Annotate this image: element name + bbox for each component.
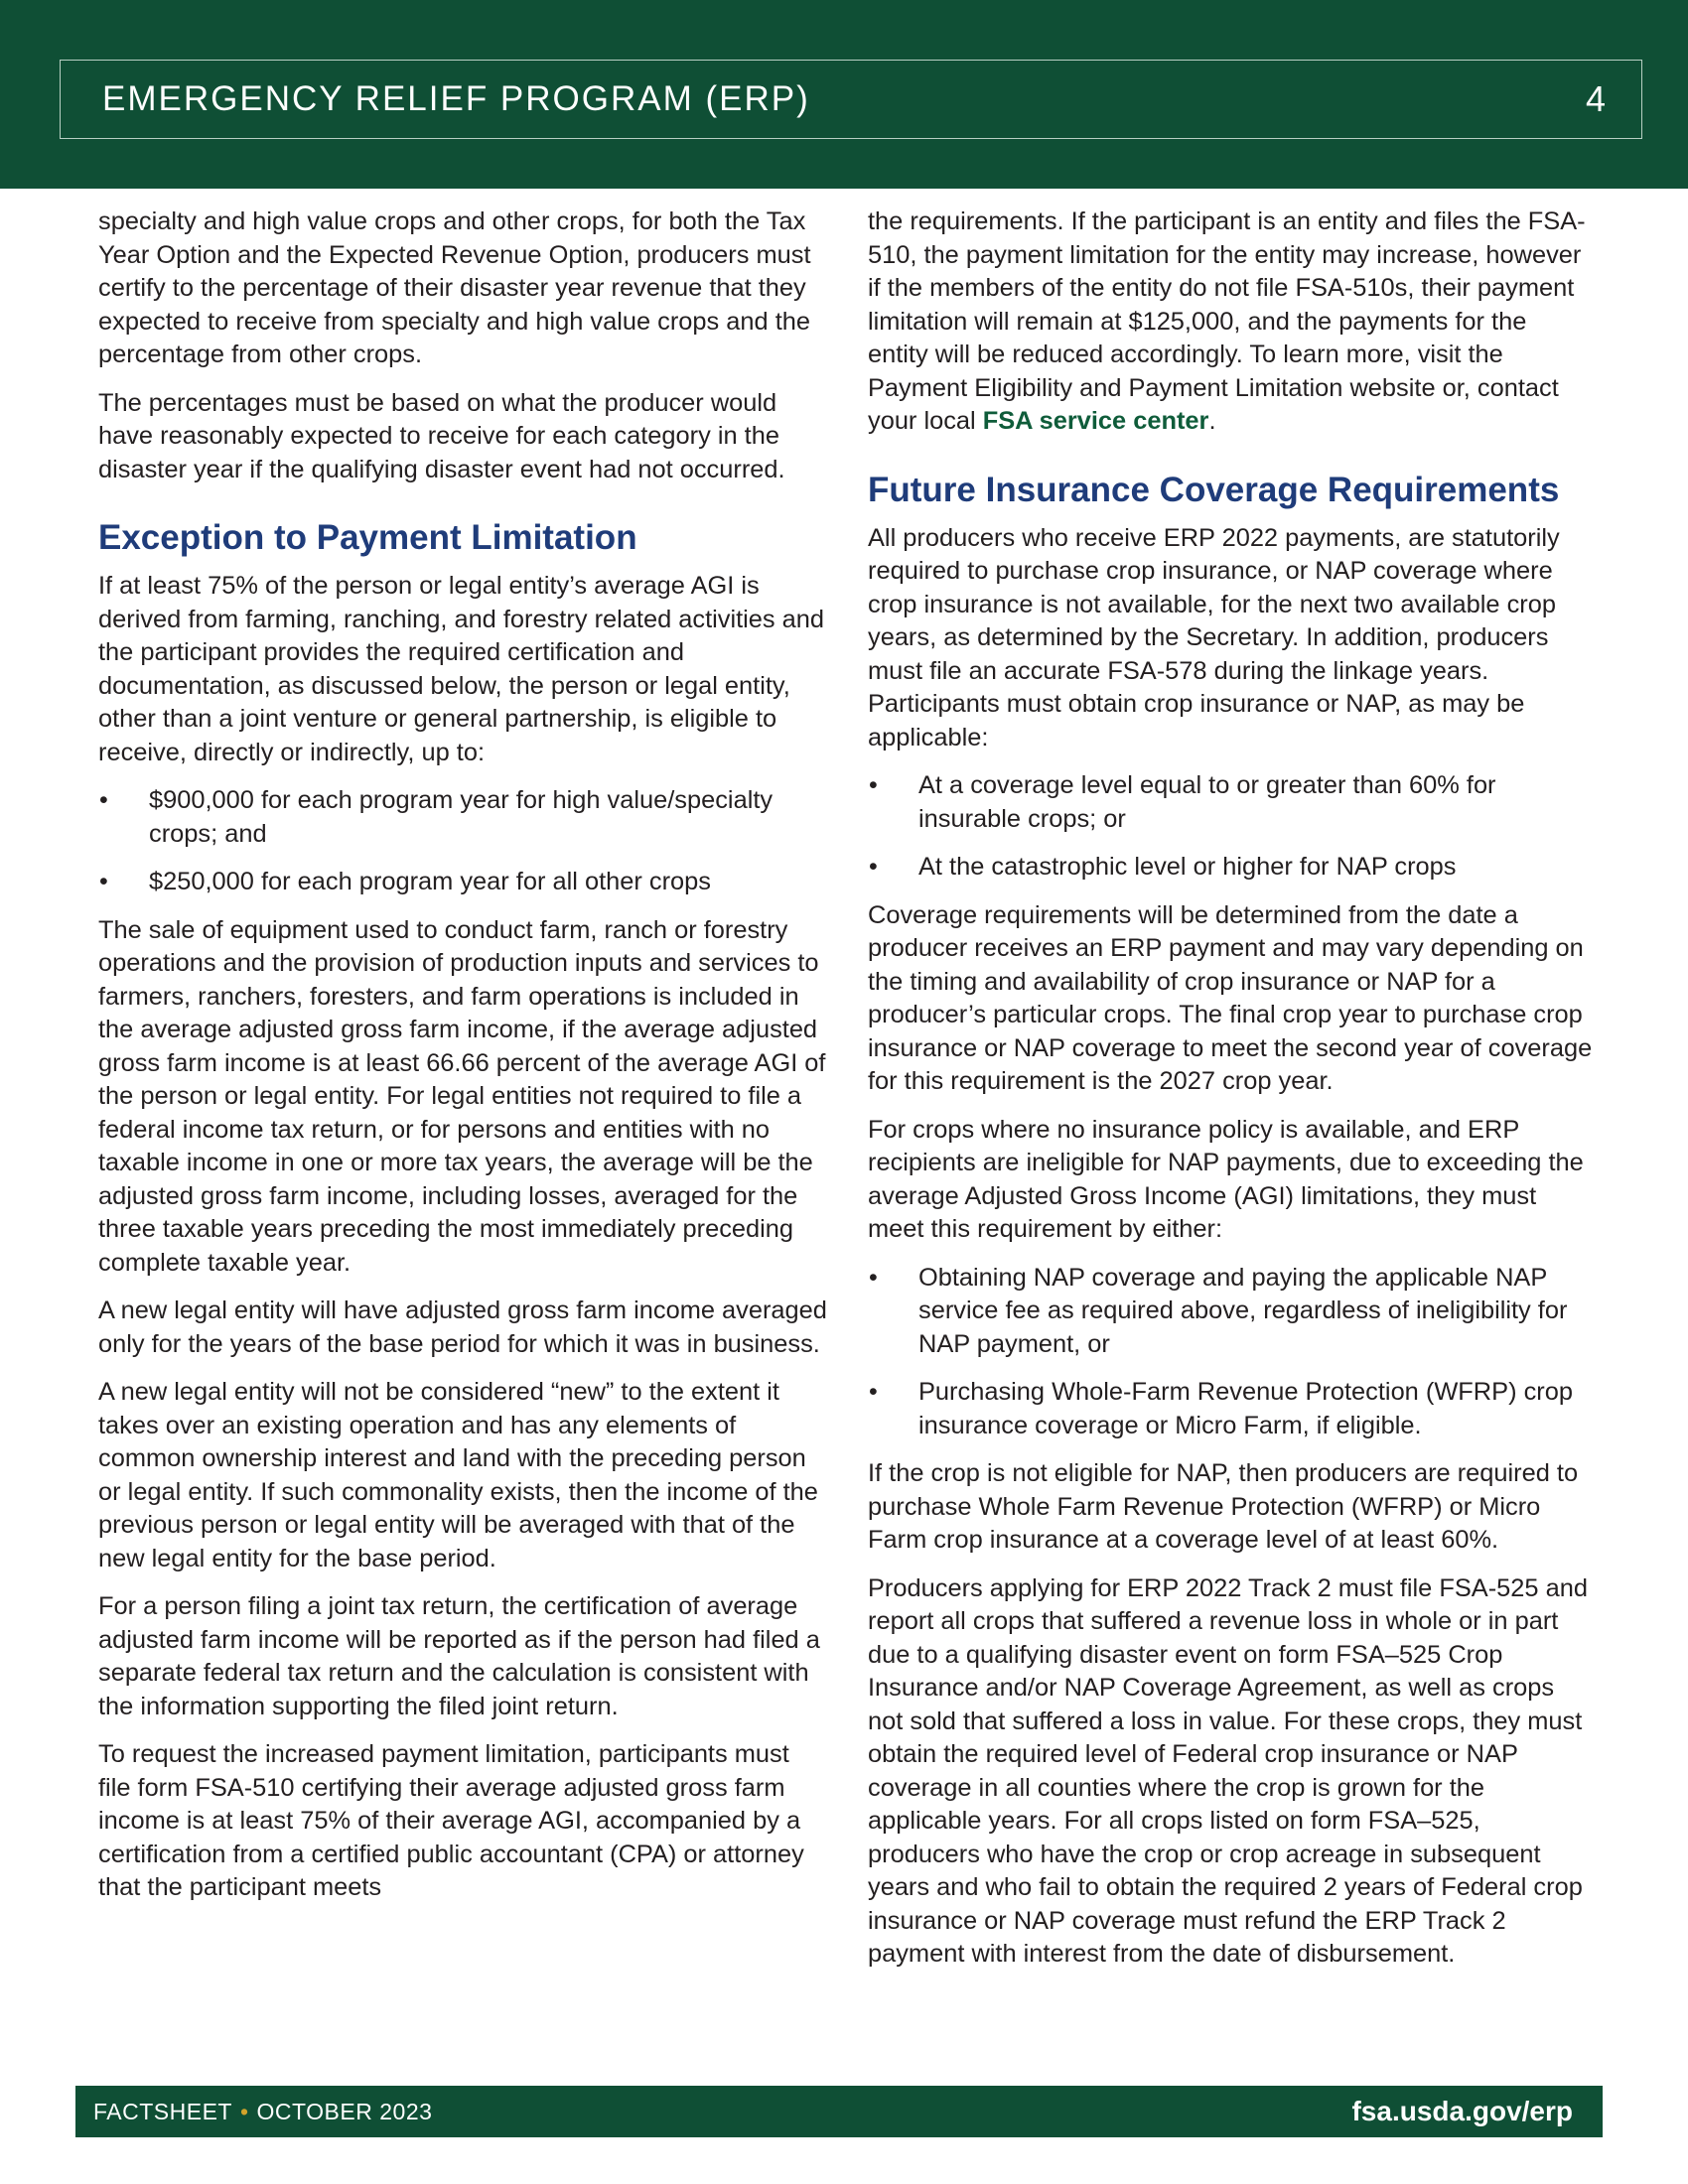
bullet-icon: • — [869, 853, 878, 881]
footer-factsheet: FACTSHEET — [93, 2098, 232, 2124]
paragraph: Producers applying for ERP 2022 Track 2 must file FSA-525 and report all crops that suffered a revenue loss in whole or in part due to a qualifying disaster event on form FSA–525 Crop Insurance and/or NAP Coverage Agreement, as well as crops not sold that suffered a loss in value. For these crops, they must obtain the required level of Federal crop insurance or NAP coverage in all counties where the crop is grown for the applicable years. For all crops listed on form FSA–525, producers who have the crop or crop acreage in subsequent years and who fail to obtain the required 2 years of Federal crop insurance or NAP coverage must refund the ERP Track 2 payment with interest from the date of disbursement. — [868, 1573, 1588, 1968]
paragraph: The sale of equipment used to conduct farm, ranch or forestry operations and the provision of production inputs and services to farmers, ranchers, foresters, and farm operations is included in the average adjusted gross farm income, if the average adjusted gross farm income is at least 66.66 percent of the average AGI of the person or legal entity. For legal entities not required to file a federal income tax return, or for persons and entities with no taxable income in one or more tax years, the average will be the adjusted gross farm income, including losses, averaged for the three taxable years preceding the most immediately preceding complete taxable year. — [98, 915, 826, 1277]
bullet-list — [868, 1262, 1593, 1443]
page-number: 4 — [1585, 78, 1606, 119]
paragraph-text: the requirements. If the participant is an entity and files the FSA-510, the payment limitation for the entity may increase, however if the members of the entity do not file FSA-510s, their payment limitation will remain at $125,000, and the payments for the entity will be reduced accordingly. To learn more, visit the Payment Eligibility and Payment Limitation website or, contact your local — [868, 207, 1586, 435]
bullet-icon: • — [99, 868, 108, 895]
paragraph: To request the increased payment limitation, participants must file form FSA-510 certifying their average adjusted gross farm income is at least 75% of their average AGI, accompanied by a certification from a certified public accountant (CPA) or attorney that the participant meets — [98, 1740, 804, 1901]
list-item-text: $900,000 for each program year for high value/specialty crops; and — [149, 786, 774, 848]
paragraph: specialty and high value crops and other crops, for both the Tax Year Option and the Expected Revenue Option, producers must certify to the percentage of their disaster year revenue that they expected to receive from specialty and high value crops and the percentage from other crops. — [98, 207, 811, 368]
right-column — [868, 205, 1593, 1986]
bullet-list — [98, 784, 828, 899]
bullet-icon: • — [99, 786, 108, 814]
bullet-icon: • — [869, 1263, 878, 1292]
list-item — [868, 851, 1593, 885]
list-item — [98, 784, 828, 851]
header-box — [60, 60, 1642, 139]
paragraph: All producers who receive ERP 2022 payments, are statutorily required to purchase crop insurance, or NAP coverage where crop insurance is not available, for the next two available crop years, as determined by the Secretary. In addition, producers must file an accurate FSA-578 during the linkage years. Participants must obtain crop insurance or NAP, as may be applicable: — [868, 523, 1560, 751]
section-heading-exception: Exception to Payment Limitation — [98, 518, 637, 557]
paragraph: The percentages must be based on what the producer would have reasonably expected to receive for each category in the disaster year if the qualifying disaster event had not occurred. — [98, 388, 785, 483]
paragraph: Coverage requirements will be determined from the date a producer receives an ERP payment and may vary depending on the timing and availability of crop insurance or NAP for a producer’s particular crops. The final crop year to purchase crop insurance or NAP coverage to meet the second year of coverage for this requirement is the 2027 crop year. — [868, 900, 1593, 1095]
paragraph: A new legal entity will have adjusted gross farm income averaged only for the years of the base period for which it was in business. — [98, 1297, 827, 1358]
document-title: EMERGENCY RELIEF PROGRAM (ERP) — [102, 79, 810, 118]
list-item — [98, 866, 828, 899]
left-column — [98, 205, 828, 1920]
header-band — [0, 0, 1688, 189]
list-item — [868, 769, 1593, 836]
paragraph-end: . — [1208, 407, 1216, 435]
footer-label — [93, 2099, 432, 2125]
list-item-text: At a coverage level equal to or greater than 60% for insurable crops; or — [918, 771, 1496, 833]
paragraph: For crops where no insurance policy is available, and ERP recipients are ineligible for NAP payments, due to exceeding the average Adjusted Gross Income (AGI) limitations, they must meet this requirement by either: — [868, 1115, 1584, 1243]
paragraph: If the crop is not eligible for NAP, then producers are required to purchase Whole Farm Revenue Protection (WFRP) or Micro Farm crop insurance at a coverage level of at least 60%. — [868, 1459, 1579, 1554]
list-item-text: $250,000 for each program year for all other crops — [149, 868, 711, 895]
bullet-list — [868, 769, 1593, 885]
fsa-service-center-link[interactable]: FSA service center — [982, 407, 1209, 435]
list-item-text: Obtaining NAP coverage and paying the applicable NAP service fee as required above, regardless of ineligibility for NAP payment, or — [918, 1263, 1568, 1358]
bullet-icon: • — [869, 771, 878, 799]
paragraph: A new legal entity will not be considered “new” to the extent it takes over an existing operation and has any elements of common ownership interest and land with the preceding person or legal entity. If such commonality exists, then the income of the previous person or legal entity will be averaged with that of the new legal entity for the base period. — [98, 1378, 818, 1572]
footer-url-link[interactable]: fsa.usda.gov/erp — [1351, 2096, 1573, 2126]
paragraph: If at least 75% of the person or legal entity’s average AGI is derived from farming, ranching, and forestry related activities and the participant provides the required certification and documentation, as discussed below, the person or legal entity, other than a joint venture or general partnership, is eligible to receive, directly or indirectly, up to: — [98, 572, 825, 766]
list-item — [868, 1262, 1593, 1362]
paragraph: For a person filing a joint tax return, the certification of average adjusted farm income will be reported as if the person had filed a separate federal tax return and the calculation is consistent with the information supporting the filed joint return. — [98, 1592, 820, 1720]
bullet-icon: • — [869, 1378, 878, 1406]
list-item-text: At the catastrophic level or higher for NAP crops — [918, 853, 1457, 881]
footer-bar — [75, 2086, 1603, 2137]
footer-separator-dot: • — [239, 2098, 249, 2124]
footer-date: OCTOBER 2023 — [256, 2098, 433, 2124]
list-item — [868, 1376, 1593, 1442]
list-item-text: Purchasing Whole-Farm Revenue Protection (WFRP) crop insurance coverage or Micro Farm, if eligible. — [918, 1378, 1573, 1439]
section-heading-future-insurance: Future Insurance Coverage Requirements — [868, 470, 1560, 509]
paragraph — [868, 205, 1593, 439]
